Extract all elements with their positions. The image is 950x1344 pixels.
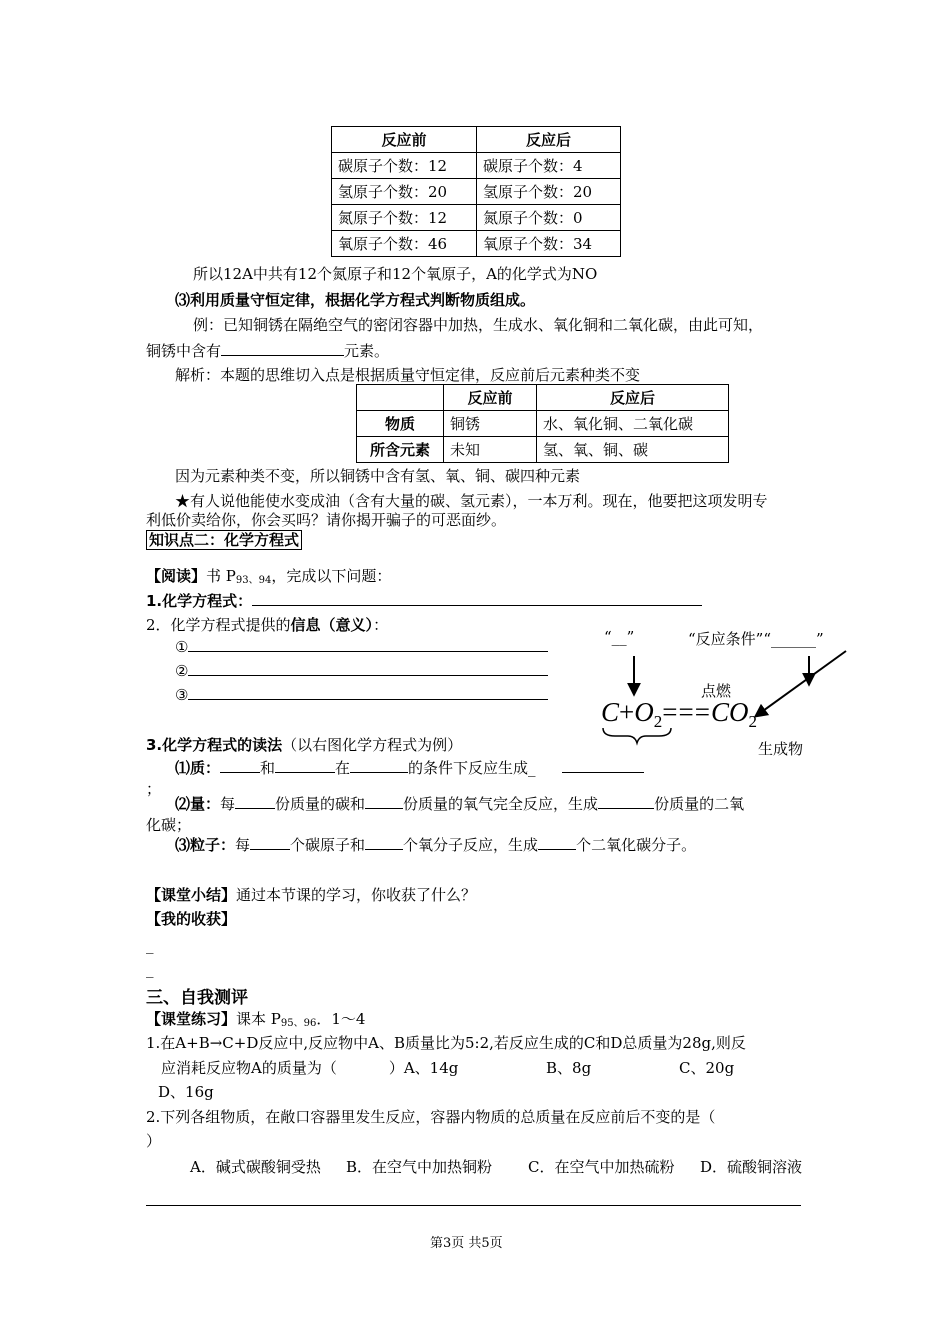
diagram-label-right: “反应条件”“______” [688, 630, 824, 648]
ex1-option-c: C、20g [679, 1059, 735, 1077]
q2-label-pre: 2．化学方程式提供的 [146, 616, 291, 634]
amount-label: ⑵量： [175, 795, 221, 813]
info-blank-1[interactable] [188, 639, 548, 652]
amount-text: 份质量的氧气完全反应，生成 [403, 795, 599, 813]
practice-label: 【课堂练习】 [146, 1010, 237, 1028]
gain-dash-1: _ [146, 936, 154, 954]
ex1-option-d: D、16g [158, 1083, 214, 1101]
gain-dash-2: _ [146, 960, 154, 978]
table-cell: 物质 [357, 411, 444, 437]
atom-count-table [331, 126, 621, 257]
exercise-2-line-2: ） [146, 1132, 162, 1150]
table-cell: 氧原子个数：34 [477, 231, 621, 257]
ex1-option-a: ）A、14g [388, 1059, 459, 1077]
read-line [146, 565, 391, 586]
q3-mass-line [175, 757, 644, 778]
mass-blank-3[interactable] [350, 760, 408, 773]
table-cell: 氧原子个数：46 [332, 231, 477, 257]
diagram-condition: 点燃 [701, 682, 732, 700]
particle-label: ⑶粒子： [175, 836, 236, 854]
page-number: 第3页 共5页 [430, 1236, 503, 1251]
mass-text: 在 [335, 759, 351, 777]
star-line-1: ★有人说他能使水变成油（含有大量的碳、氢元素），一本万利。现在，他要把这项发明专 [175, 492, 768, 510]
info-item-3 [175, 686, 548, 704]
read-label: 【阅读】 [146, 567, 207, 585]
q3-mass-tail: ； [146, 780, 162, 798]
chemical-equation [601, 697, 757, 732]
info-blank-3[interactable] [188, 687, 548, 700]
example-line-2 [146, 340, 389, 361]
eq-carbon: C [601, 697, 620, 727]
item-marker: ③ [175, 686, 189, 704]
mass-blank-1[interactable] [220, 760, 260, 773]
summary-label: 【课堂小结】 [146, 886, 237, 904]
info-item-2 [175, 662, 548, 680]
table-cell: 铜锈 [444, 411, 537, 437]
q1-label: 1.化学方程式： [146, 592, 253, 610]
analysis-text: 解析：本题的思维切入点是根据质量守恒定律，反应前后元素种类不变 [175, 366, 641, 384]
table-row [332, 179, 621, 205]
eq-product: CO [710, 697, 749, 727]
ex1-stem: 应消耗反应物A的质量为（ [161, 1059, 337, 1077]
mass-blank-4[interactable] [562, 760, 644, 773]
particle-text: 个二氧化碳分子。 [576, 836, 697, 854]
table1-header-before: 反应前 [332, 127, 477, 153]
ex2-option-c: C．在空气中加热硫粉 [528, 1158, 675, 1176]
summary-text: 通过本节课的学习，你收获了什么？ [236, 886, 477, 904]
practice-pages: 95、96 [280, 1018, 317, 1029]
example-pre: 铜锈中含有 [146, 342, 222, 360]
table2-header-empty [357, 385, 444, 411]
item-marker: ② [175, 662, 189, 680]
eq-oxygen: O [634, 697, 654, 727]
arrow-diagonal-icon [756, 651, 846, 716]
diagram-arrows [595, 640, 855, 750]
ex2-option-d: D．硫酸铜溶液 [700, 1158, 803, 1176]
example-post: 元素。 [344, 342, 390, 360]
footer-divider [146, 1205, 801, 1206]
amount-text: 份质量的碳和 [275, 795, 366, 813]
particle-blank-1[interactable] [250, 837, 290, 850]
ex2-option-b: B．在空气中加热铜粉 [346, 1158, 493, 1176]
amount-text: 每 [220, 795, 236, 813]
table-row [357, 437, 729, 463]
particle-blank-2[interactable] [365, 837, 403, 850]
amount-blank-1[interactable] [235, 796, 275, 809]
q3-particle-line [175, 834, 696, 855]
particle-text: 个氧分子反应，生成 [403, 836, 539, 854]
conclusion-nitrogen: 所以12A中共有12个氮原子和12个氧原子，A的化学式为NO [193, 265, 598, 283]
table2-header-before: 反应前 [444, 385, 537, 411]
mass-text: 和 [260, 759, 276, 777]
table-cell: 氢原子个数：20 [332, 179, 477, 205]
amount-blank-2[interactable] [365, 796, 403, 809]
q3-amount-tail: 化碳； [146, 816, 192, 834]
table-cell: 未知 [444, 437, 537, 463]
q3-amount-line [175, 793, 744, 814]
particle-text: 每 [235, 836, 251, 854]
gain-label: 【我的收获】 [146, 910, 237, 928]
exercise-1-line-1: 1.在A+B→C+D反应中,反应物中A、B质量比为5:2,若反应生成的C和D总质量为28g,则反 [146, 1034, 746, 1052]
q3-heading [146, 734, 462, 755]
exercise-2-line-1: 2.下列各组物质，在敞口容器里发生反应，容器内物质的总质量在反应前后不变的是（ [146, 1108, 716, 1126]
table-cell: 碳原子个数：12 [332, 153, 477, 179]
read-pre: 书 P [206, 567, 236, 585]
table-cell: 水、氧化铜、二氧化碳 [537, 411, 729, 437]
table-cell: 氮原子个数：0 [477, 205, 621, 231]
info-item-1 [175, 638, 548, 656]
star-line-2: 利低价卖给你，你会买吗？请你揭开骗子的可恶面纱。 [146, 511, 507, 529]
diagram-product-label: 生成物 [758, 740, 804, 758]
table-cell: 碳原子个数：4 [477, 153, 621, 179]
q1-line [146, 590, 702, 611]
table2-header-after: 反应后 [537, 385, 729, 411]
practice-line [146, 1008, 365, 1029]
table-row [332, 231, 621, 257]
particle-blank-3[interactable] [538, 837, 576, 850]
practice-pre: 课本 P [236, 1010, 281, 1028]
table-cell: 氢、氧、铜、碳 [537, 437, 729, 463]
read-post: ，完成以下问题： [271, 567, 392, 585]
table-cell: 氢原子个数：20 [477, 179, 621, 205]
table-row [332, 153, 621, 179]
table-row [332, 205, 621, 231]
particle-text: 个碳原子和 [290, 836, 366, 854]
q2-label-post: ： [373, 616, 389, 634]
ex2-option-a: A．碱式碳酸铜受热 [190, 1158, 321, 1176]
amount-blank-3[interactable] [598, 796, 654, 809]
copper-rust-table [356, 384, 729, 463]
knowledge-point-2-title: 知识点二：化学方程式 [146, 530, 302, 550]
conclusion-elements: 因为元素种类不变，所以铜锈中含有氢、氧、铜、碳四种元素 [175, 467, 581, 485]
q3-title: 3.化学方程式的读法 [146, 736, 283, 754]
point-3-heading: ⑶利用质量守恒定律，根据化学方程式判断物质组成。 [175, 291, 536, 309]
q2-line [146, 614, 388, 635]
example-line-1: 例：已知铜锈在隔绝空气的密闭容器中加热，生成水、氧化铜和二氧化碳，由此可知， [193, 316, 764, 334]
eq-equals: === [662, 697, 711, 727]
read-pages: 93、94 [235, 575, 272, 586]
ex1-option-b: B、8g [546, 1059, 592, 1077]
mass-blank-2[interactable] [275, 760, 335, 773]
element-blank[interactable] [221, 341, 344, 356]
table-cell: 所含元素 [357, 437, 444, 463]
diagram-label-left: “__” [604, 628, 635, 646]
table-row [357, 411, 729, 437]
eq-oxygen-sub: 2 [653, 712, 663, 731]
mass-label: ⑴质： [175, 759, 221, 777]
eq-product-sub: 2 [748, 712, 757, 731]
table-cell: 氮原子个数：12 [332, 205, 477, 231]
item-marker: ① [175, 638, 189, 656]
section-3-title: 三、自我测评 [146, 988, 248, 1008]
q2-label-bold: 信息（意义） [290, 616, 374, 634]
info-blank-2[interactable] [188, 663, 548, 676]
q3-note: （以右图化学方程式为例） [282, 736, 463, 754]
mass-text: 的条件下反应生成_ [408, 759, 536, 777]
exercise-1-line-2 [161, 1057, 458, 1078]
equation-definition-blank[interactable] [252, 593, 702, 606]
summary-line [146, 884, 476, 905]
table1-header-after: 反应后 [477, 127, 621, 153]
eq-plus: + [619, 697, 635, 727]
amount-text: 份质量的二氧 [654, 795, 745, 813]
practice-post: ．1～4 [316, 1010, 366, 1028]
